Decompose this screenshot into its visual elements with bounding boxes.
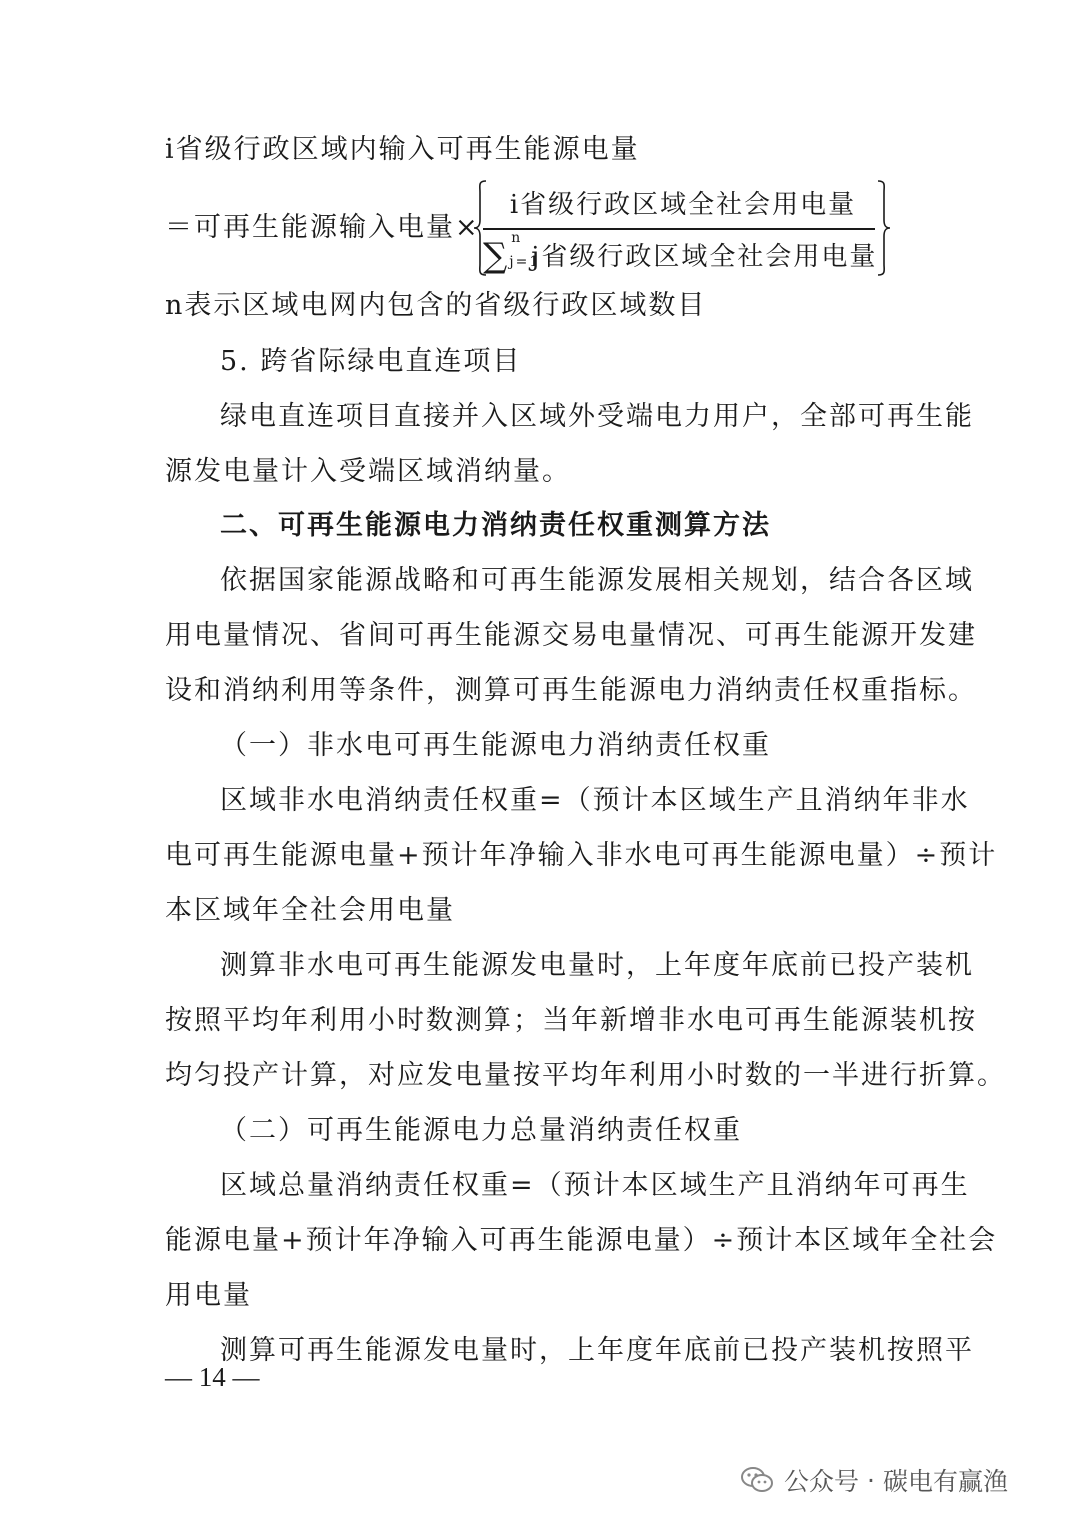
text-line: i省级行政区域内输入可再生能源电量: [165, 134, 640, 165]
text-line: 用电量: [165, 1280, 252, 1311]
text-line: （二）可再生能源电力总量消纳责任权重: [220, 1115, 742, 1146]
formula-numerator: i省级行政区域全社会用电量: [509, 190, 857, 220]
text-line: 均匀投产计算，对应发电量按平均年利用小时数的一半进行折算。: [165, 1060, 1006, 1091]
text-line: 能源电量+预计年净输入可再生能源电量）÷预计本区域年全社会: [165, 1225, 998, 1256]
page-number: — 14 —: [165, 1362, 260, 1392]
upper-limit: n: [511, 230, 523, 246]
text-line: 绿电直连项目直接并入区域外受端电力用户，全部可再生能: [220, 401, 974, 432]
text-line: 测算非水电可再生能源发电量时，上年度年底前已投产装机: [220, 950, 974, 981]
text-line: 按照平均年利用小时数测算；当年新增非水电可再生能源装机按: [165, 1005, 977, 1036]
text-line: 依据国家能源战略和可再生能源发展相关规划，结合各区域: [220, 565, 974, 596]
text-line: 用电量情况、省间可再生能源交易电量情况、可再生能源开发建: [165, 620, 977, 651]
text-line: 电可再生能源电量+预计年净输入非水电可再生能源电量）÷预计: [165, 840, 998, 871]
denominator-text: j省级行政区域全社会用电量: [531, 242, 878, 272]
watermark-account: 碳电有赢渔: [882, 1467, 1008, 1496]
wechat-icon: [740, 1466, 774, 1494]
text-line: 区域总量消纳责任权重=（预计本区域生产且消纳年可再生: [220, 1170, 970, 1201]
fraction-bar: [483, 228, 875, 230]
text-line: 源发电量计入受端区域消纳量。: [165, 456, 571, 487]
text-line: （一）非水电可再生能源电力消纳责任权重: [220, 730, 771, 761]
text-line: 5. 跨省际绿电直连项目: [220, 346, 522, 377]
formula-denominator: [483, 230, 878, 276]
lower-limit: j=1: [509, 254, 541, 270]
formula-block: [165, 178, 925, 278]
text-line: n表示区域电网内包含的省级行政区域数目: [165, 290, 707, 321]
watermark-separator: ·: [867, 1465, 875, 1495]
right-brace: [877, 180, 891, 276]
summation-symbol: ∑: [483, 236, 510, 276]
watermark: [740, 1460, 1008, 1500]
text-line: 设和消纳利用等条件，测算可再生能源电力消纳责任权重指标。: [165, 675, 977, 706]
section-heading: 二、可再生能源电力消纳责任权重测算方法: [220, 510, 771, 541]
formula-prefix: ＝可再生能源输入电量×: [165, 212, 480, 243]
text-line: 本区域年全社会用电量: [165, 895, 455, 926]
text-line: 测算可再生能源发电量时，上年度年底前已投产装机按照平: [220, 1335, 974, 1366]
text-line: 区域非水电消纳责任权重=（预计本区域生产且消纳年非水: [220, 785, 970, 816]
watermark-label: 公众号: [784, 1467, 860, 1496]
summation-limits: [509, 230, 541, 274]
